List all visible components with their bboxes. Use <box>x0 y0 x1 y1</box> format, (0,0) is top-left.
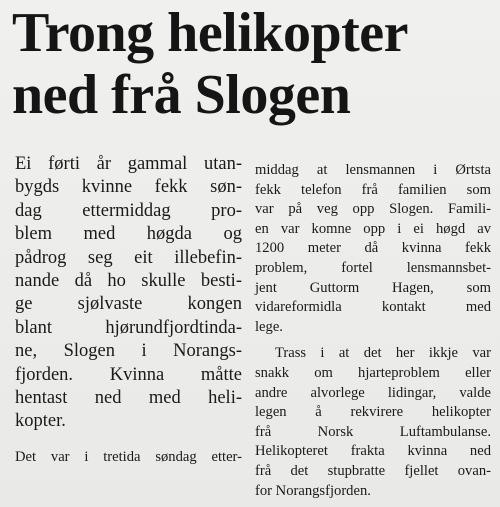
body-line: frå det stupbratte fjellet ovan- <box>255 462 491 479</box>
body-paragraph-1 <box>255 161 491 337</box>
lead-line: ne, Slogen i Norangs- <box>15 341 242 362</box>
paragraph-gap <box>15 434 242 448</box>
paragraph-gap <box>255 337 491 344</box>
lead-line: kopter. <box>15 411 66 432</box>
lead-line: pådrog seg eit illebefin- <box>15 247 242 268</box>
body-line: middag at lensmannen i Ørtsta <box>255 162 491 178</box>
left-column <box>15 153 242 467</box>
headline-line-2: ned frå Slogen <box>12 64 351 126</box>
body-line: vidareformidla kontakt med <box>255 299 491 316</box>
body-line: var på veg opp Slogen. Famili- <box>255 201 491 218</box>
lead-paragraph <box>15 153 242 434</box>
body-line: frå Norsk Luftambulanse. <box>255 423 491 440</box>
lead-line: fjorden. Kvinna måtte <box>15 364 242 385</box>
lead-line: dag ettermiddag pro- <box>15 200 242 221</box>
body-line: problem, fortel lensmannsbet- <box>255 259 491 276</box>
lead-line: nande då ho skulle besti- <box>15 271 242 292</box>
lead-line: ge sjølvaste kongen <box>15 294 242 315</box>
lead-line: blant hjørundfjordtinda- <box>15 317 242 338</box>
right-column <box>255 161 491 501</box>
body-line: snakk om hjarteproblem eller <box>255 364 491 381</box>
body-line: 1200 meter då kvinna fekk <box>255 240 491 257</box>
body-line: fekk telefon frå familien som <box>255 181 491 198</box>
body-line: for Norangsfjorden. <box>255 482 371 499</box>
body-line: andre alvorlege lidingar, valde <box>255 384 491 401</box>
lead-line: bygds kvinne fekk søn- <box>15 177 242 198</box>
body-line: legen å rekvirere helikopter <box>255 404 491 421</box>
body-line: jent Guttorm Hagen, som <box>255 279 491 296</box>
headline <box>12 2 492 126</box>
body-line: Trass i at det her ikkje var <box>275 345 491 362</box>
body-line: Det var i tretida søndag etter- <box>15 448 242 465</box>
body-line: en var komne opp i ei høgd av <box>255 220 491 237</box>
headline-line-1: Trong helikopter <box>12 2 408 64</box>
lead-line: hentast ned med heli- <box>15 388 242 409</box>
body-line: Helikopteret frakta kvinna ned <box>255 443 491 460</box>
lead-line: blem med høgda og <box>15 224 242 245</box>
lead-line: Ei førti år gammal utan- <box>15 154 242 174</box>
body-paragraph-2 <box>255 344 491 501</box>
body-line: lege. <box>255 318 283 335</box>
body-paragraph-start <box>15 448 242 468</box>
